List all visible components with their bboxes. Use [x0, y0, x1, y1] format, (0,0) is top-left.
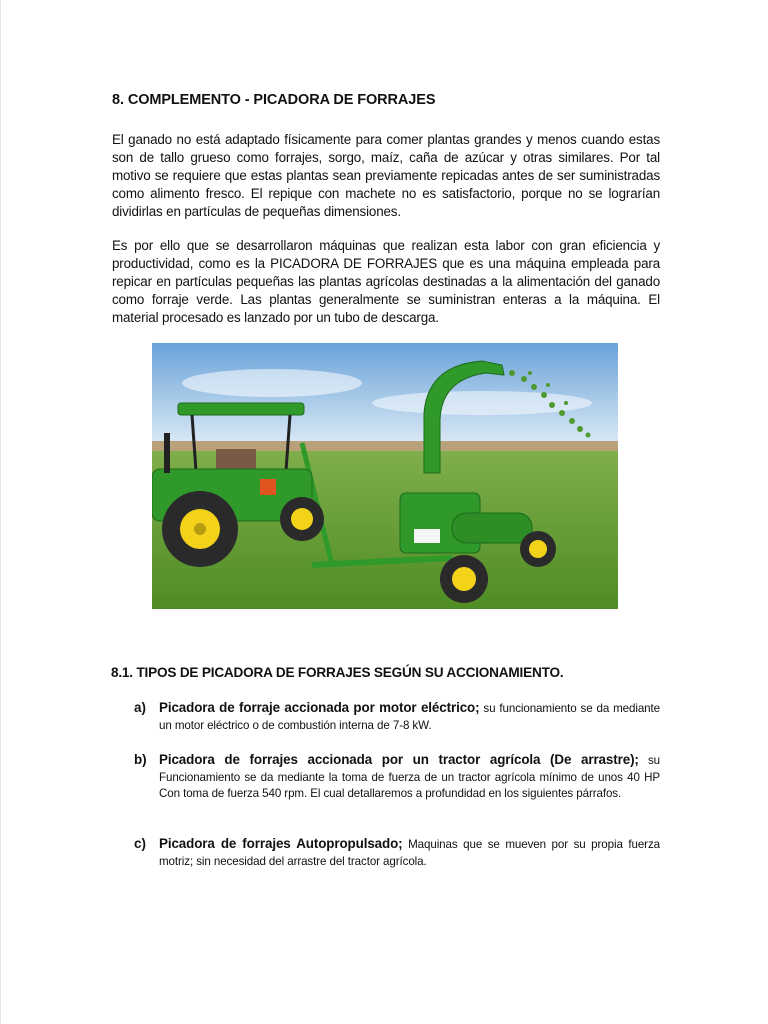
list-item-text: Maquinas que se mueven por su propia fuerza motriz; sin necesidad del arrastre del tractor agrícola. — [159, 838, 660, 868]
list-item-body — [159, 752, 660, 803]
feed-drum — [452, 513, 532, 543]
list-item-text: su funcionamiento se da mediante un motor eléctrico o de combustión interna de 7-8 kW. — [159, 702, 660, 732]
forage-chopper-photo — [152, 343, 618, 609]
list-item-text: su Funcionamiento se da mediante la toma de fuerza de un tractor agrícola mínimo de unos 40 HP Con toma de fuerza 540 rpm. El cual detallaremos a profundidad en los siguientes párrafos. — [159, 754, 660, 800]
list-item-lead: Picadora de forraje accionada por motor eléctrico; — [159, 700, 480, 715]
list-marker: a) — [134, 700, 146, 715]
list-item-body — [159, 836, 660, 870]
tractor-canopy — [178, 403, 304, 415]
list-item-lead: Picadora de forrajes accionada por un tractor agrícola (De arrastre); — [159, 752, 639, 767]
list-item-lead: Picadora de forrajes Autopropulsado; — [159, 836, 403, 851]
subsection-title: 8.1. TIPOS DE PICADORA DE FORRAJES SEGÚN SU ACCIONAMIENTO. — [111, 665, 564, 680]
list-marker: b) — [134, 752, 147, 767]
tractor-illustration — [152, 343, 618, 609]
list-marker: c) — [134, 836, 146, 851]
description-paragraph: Es por ello que se desarrollaron máquinas que realizan esta labor con gran eficiencia y productividad, como es la PICADORA DE FORRAJES que es una máquina empleada para repicar en partículas pequeñas las plantas agrícolas destinadas a la alimentación del ganado como forraje verde. Las plantas generalmente se suministran enteras a la máquina. El material procesado es lanzado por un tubo de descarga. — [112, 238, 660, 325]
section-title: 8. COMPLEMENTO - PICADORA DE FORRAJES — [112, 92, 436, 108]
list-item-body — [159, 700, 660, 734]
intro-paragraph: El ganado no está adaptado físicamente para comer plantas grandes y menos cuando estas son de tallo grueso como forrajes, sorgo, maíz, caña de azúcar y otras similares. Por tal motivo se requiere que estas plantas sean previamente repicadas antes de ser suministradas como alimento fresco. El repique con machete no es satisfactorio, porque no se lograrían dividirlas en partículas de pequeñas dimensiones. — [112, 132, 660, 219]
chopper-decal — [414, 529, 440, 543]
